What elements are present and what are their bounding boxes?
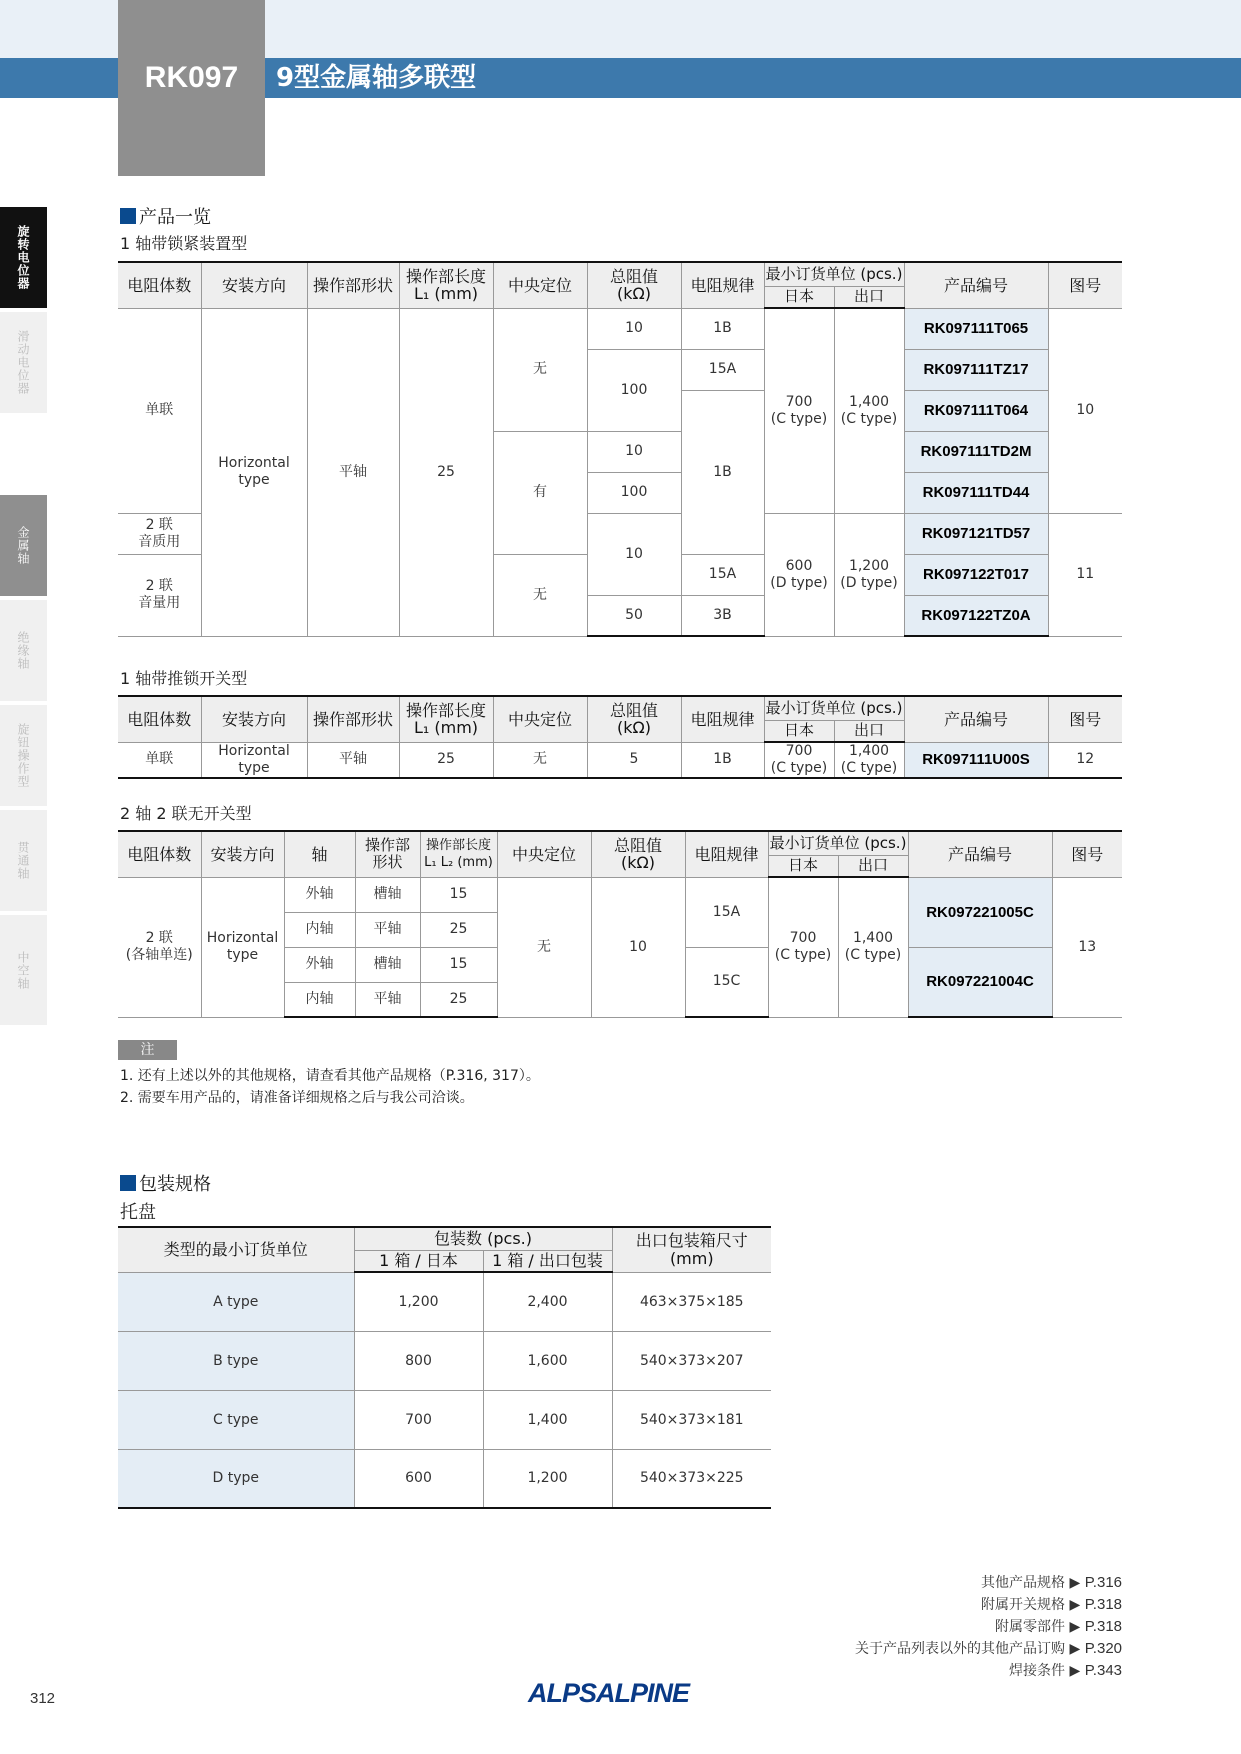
part-number: RK097221005C: [908, 877, 1052, 947]
cell-detent: 无: [493, 742, 587, 778]
side-tab-insulated-shaft[interactable]: 绝缘轴: [0, 600, 47, 701]
cell-moq-jp: 700 (C type): [768, 877, 838, 1017]
hdr-moq: 最小订货单位 (pcs.): [764, 262, 904, 286]
hdr-shape: 操作部形状: [307, 262, 399, 308]
side-tab-slide[interactable]: 滑动电位器: [0, 312, 47, 413]
hdr-shape: 操作部 形状: [355, 831, 420, 877]
pack-qty-jp: 700: [354, 1390, 483, 1449]
hdr-pn: 产品编号: [904, 262, 1048, 308]
hdr-units: 电阻体数: [118, 831, 201, 877]
hdr-detent: 中央定位: [497, 831, 591, 877]
cell-dual-volume: 2 联 音量用: [118, 554, 201, 636]
cell-res: 10: [587, 308, 681, 349]
cell-moq-ex: 1,400 (C type): [838, 877, 908, 1017]
hdr-fig: 图号: [1048, 262, 1122, 308]
cell-taper: 1B: [681, 390, 764, 554]
part-number: RK097111TD44: [904, 472, 1048, 513]
part-number: RK097122TZ0A: [904, 595, 1048, 636]
cell-fig: 13: [1052, 877, 1122, 1017]
hdr-mount: 安装方向: [201, 262, 307, 308]
section-title-products: 产品一览: [120, 203, 211, 229]
part-number: RK097111T064: [904, 390, 1048, 431]
cell-length: 25: [399, 742, 493, 778]
hdr-pn: 产品编号: [904, 696, 1048, 742]
cell-axis: 外轴: [284, 947, 355, 982]
cell-units: 2 联 (各轴单连): [118, 877, 201, 1017]
hdr-qty-jp: 1 箱 / 日本: [354, 1250, 483, 1272]
hdr-units: 电阻体数: [118, 262, 201, 308]
cell-res: 10: [587, 431, 681, 472]
hdr-pn: 产品编号: [908, 831, 1052, 877]
pack-type: D type: [118, 1449, 354, 1508]
cell-res: 100: [587, 472, 681, 513]
cell-shape: 槽轴: [355, 877, 420, 912]
cell-detent: 无: [497, 877, 591, 1017]
hdr-res: 总阻值 (kΩ): [587, 696, 681, 742]
product-code: RK097: [144, 61, 239, 94]
triangle-right-icon: ▶: [1069, 1597, 1081, 1613]
side-tab-metal-shaft[interactable]: 金属轴: [0, 495, 47, 596]
reference-links: [855, 1572, 1122, 1682]
link-other-specs[interactable]: 其他产品规格 ▶ P.316: [981, 1574, 1122, 1591]
pack-box-size: 540×373×225: [612, 1449, 771, 1508]
link-ordering[interactable]: 关于产品列表以外的其他产品订购 ▶ P.320: [855, 1640, 1122, 1657]
part-number: RK097111U00S: [904, 742, 1048, 778]
link-soldering[interactable]: 焊接条件 ▶ P.343: [1009, 1662, 1122, 1679]
hdr-ex: 出口: [838, 855, 908, 877]
hdr-units: 电阻体数: [118, 696, 201, 742]
cell-res: 5: [587, 742, 681, 778]
cell-res: 10: [591, 877, 685, 1017]
part-number: RK097111TZ17: [904, 349, 1048, 390]
cell-length: 25: [420, 982, 497, 1017]
pack-box-size: 540×373×181: [612, 1390, 771, 1449]
hdr-qty-ex: 1 箱 / 出口包装: [483, 1250, 612, 1272]
hdr-axis: 轴: [284, 831, 355, 877]
hdr-length: 操作部长度 L₁ (mm): [399, 696, 493, 742]
note-label: 注: [118, 1040, 177, 1060]
hdr-moq: 最小订货单位 (pcs.): [768, 831, 908, 855]
side-tab-rotary[interactable]: 旋转电位器: [0, 207, 47, 308]
side-tab-knob[interactable]: 旋钮操作型: [0, 705, 47, 806]
pack-box-size: 463×375×185: [612, 1272, 771, 1331]
part-number: RK097111T065: [904, 308, 1048, 349]
pack-qty-ex: 1,200: [483, 1449, 612, 1508]
cell-fig: 12: [1048, 742, 1122, 778]
hdr-res: 总阻值 (kΩ): [587, 262, 681, 308]
side-tab-through-shaft[interactable]: 贯通轴: [0, 810, 47, 911]
cell-taper: 3B: [681, 595, 764, 636]
cell-length: 25: [399, 308, 493, 636]
hdr-taper: 电阻规律: [681, 696, 764, 742]
cell-moq-jp: 700 (C type): [764, 308, 834, 513]
cell-moq-jp: 600 (D type): [764, 513, 834, 636]
pack-type: A type: [118, 1272, 354, 1331]
cell-moq-ex: 1,200 (D type): [834, 513, 904, 636]
pack-qty-jp: 800: [354, 1331, 483, 1390]
cell-shape: 平轴: [307, 308, 399, 636]
cell-moq-ex: 1,400 (C type): [834, 308, 904, 513]
hdr-jp: 日本: [764, 286, 834, 308]
table2-subtitle: 1 轴带推锁开关型: [120, 669, 248, 688]
cell-units: 单联: [118, 742, 201, 778]
cell-single: 单联: [118, 308, 201, 513]
pack-type: B type: [118, 1331, 354, 1390]
cell-detent-no: 无: [493, 308, 587, 431]
cell-shape: 平轴: [355, 912, 420, 947]
cell-mount: Horizontal type: [201, 877, 284, 1017]
page-number: 312: [30, 1690, 56, 1707]
pack-type: C type: [118, 1390, 354, 1449]
cell-taper: 15C: [685, 947, 768, 1017]
hdr-fig: 图号: [1052, 831, 1122, 877]
cell-moq-ex: 1,400 (C type): [834, 742, 904, 778]
hdr-res: 总阻值 (kΩ): [591, 831, 685, 877]
triangle-right-icon: ▶: [1069, 1575, 1081, 1591]
hdr-jp: 日本: [768, 855, 838, 877]
table-packaging: [118, 1226, 771, 1509]
part-number: RK097111TD2M: [904, 431, 1048, 472]
hdr-fig: 图号: [1048, 696, 1122, 742]
side-tab-hollow-shaft[interactable]: 中空轴: [0, 915, 47, 1025]
cell-length: 15: [420, 877, 497, 912]
cell-length: 15: [420, 947, 497, 982]
cell-res: 100: [587, 349, 681, 431]
table1-subtitle: 1 轴带锁紧装置型: [120, 234, 248, 253]
cell-fig: 11: [1048, 513, 1122, 636]
section-title-packaging: 包装规格: [120, 1170, 211, 1196]
cell-axis: 内轴: [284, 912, 355, 947]
table-two-shaft-type: [118, 830, 1122, 1018]
cell-mount: Horizontal type: [201, 308, 307, 636]
cell-taper: 15A: [681, 554, 764, 595]
note-item: 2. 需要车用产品的，请准备详细规格之后与我公司洽谈。: [120, 1090, 474, 1106]
cell-taper: 1B: [681, 308, 764, 349]
pack-qty-jp: 600: [354, 1449, 483, 1508]
cell-res: 10: [587, 513, 681, 595]
hdr-moq: 最小订货单位 (pcs.): [764, 696, 904, 720]
cell-dual-audio: 2 联 音质用: [118, 513, 201, 554]
triangle-right-icon: ▶: [1069, 1663, 1081, 1679]
hdr-detent: 中央定位: [493, 262, 587, 308]
table-push-switch-type: [118, 695, 1122, 779]
pack-box-size: 540×373×207: [612, 1331, 771, 1390]
hdr-taper: 电阻规律: [685, 831, 768, 877]
cell-taper: 15A: [685, 877, 768, 947]
hdr-ex: 出口: [834, 286, 904, 308]
cell-moq-jp: 700 (C type): [764, 742, 834, 778]
part-number: RK097121TD57: [904, 513, 1048, 554]
part-number: RK097122T017: [904, 554, 1048, 595]
hdr-taper: 电阻规律: [681, 262, 764, 308]
cell-axis: 外轴: [284, 877, 355, 912]
cell-detent-yes: 有: [493, 431, 587, 554]
link-switch-specs[interactable]: 附属开关规格 ▶ P.318: [981, 1596, 1122, 1613]
hdr-jp: 日本: [764, 720, 834, 742]
packaging-subtitle: 托盘: [120, 1202, 156, 1223]
cell-mount: Horizontal type: [201, 742, 307, 778]
hdr-box-size: 出口包装箱尺寸 (mm): [612, 1227, 771, 1272]
cell-taper: 1B: [681, 742, 764, 778]
hdr-shape: 操作部形状: [307, 696, 399, 742]
page-title: 9型金属轴多联型: [276, 63, 477, 93]
hdr-min-order-type: 类型的最小订货单位: [118, 1227, 354, 1272]
pack-qty-ex: 1,400: [483, 1390, 612, 1449]
triangle-right-icon: ▶: [1069, 1619, 1081, 1635]
pack-qty-ex: 1,600: [483, 1331, 612, 1390]
cell-axis: 内轴: [284, 982, 355, 1017]
hdr-ex: 出口: [834, 720, 904, 742]
hdr-mount: 安装方向: [201, 831, 284, 877]
link-accessories[interactable]: 附属零部件 ▶ P.318: [995, 1618, 1122, 1635]
table-lock-type: [118, 261, 1122, 637]
table3-subtitle: 2 轴 2 联无开关型: [120, 804, 252, 823]
cell-shape: 槽轴: [355, 947, 420, 982]
square-bullet-icon: [120, 1175, 136, 1191]
triangle-right-icon: ▶: [1069, 1641, 1081, 1657]
pack-qty-ex: 2,400: [483, 1272, 612, 1331]
cell-fig: 10: [1048, 308, 1122, 513]
cell-res: 50: [587, 595, 681, 636]
square-bullet-icon: [120, 208, 136, 224]
cell-detent-no: 无: [493, 554, 587, 636]
hdr-detent: 中央定位: [493, 696, 587, 742]
cell-shape: 平轴: [355, 982, 420, 1017]
hdr-length: 操作部长度 L₁ L₂ (mm): [420, 831, 497, 877]
brand-logo: ALPSALPINE: [528, 1678, 690, 1708]
hdr-length: 操作部长度 L₁ (mm): [399, 262, 493, 308]
pack-qty-jp: 1,200: [354, 1272, 483, 1331]
cell-taper: 15A: [681, 349, 764, 390]
cell-length: 25: [420, 912, 497, 947]
note-item: 1. 还有上述以外的其他规格，请查看其他产品规格（P.316, 317）。: [120, 1068, 540, 1084]
part-number: RK097221004C: [908, 947, 1052, 1017]
hdr-mount: 安装方向: [201, 696, 307, 742]
cell-shape: 平轴: [307, 742, 399, 778]
hdr-qty: 包装数 (pcs.): [354, 1227, 612, 1250]
